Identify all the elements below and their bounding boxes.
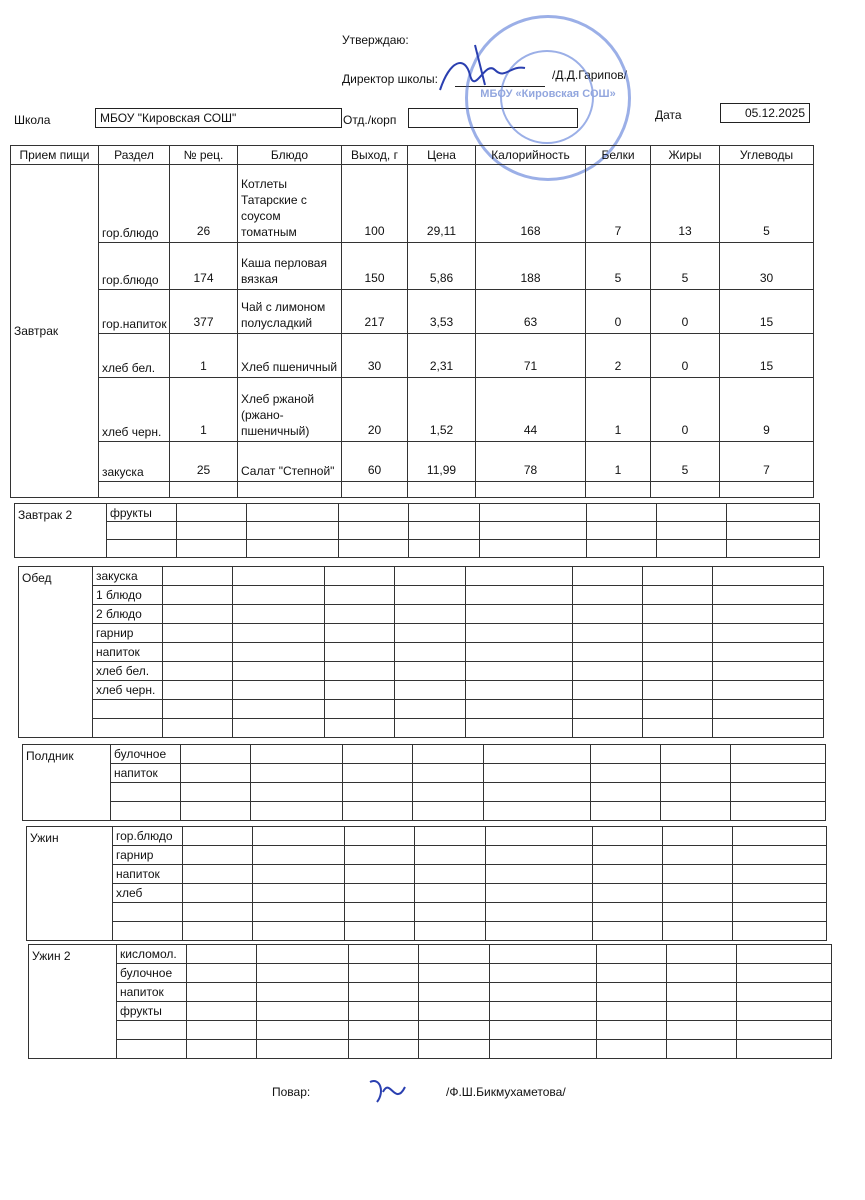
section-cell: 2 блюдо — [93, 605, 163, 624]
recipe-cell: 25 — [170, 442, 238, 482]
protein-cell: 0 — [586, 290, 651, 334]
price-cell: 2,31 — [408, 334, 476, 378]
fat-cell: 0 — [651, 334, 720, 378]
section-cell: гор.блюдо — [99, 165, 170, 243]
yield-cell: 150 — [342, 243, 408, 290]
table-row — [11, 243, 814, 290]
col-yield: Выход, г — [342, 146, 408, 165]
section-cell: 1 блюдо — [93, 586, 163, 605]
section-cell: гор.блюдо — [99, 243, 170, 290]
protein-cell: 2 — [586, 334, 651, 378]
protein-cell: 5 — [586, 243, 651, 290]
stamp-text: МБОУ «Кировская СОШ» — [480, 88, 616, 100]
cook-signature — [365, 1072, 415, 1112]
col-dish: Блюдо — [238, 146, 342, 165]
section-cell: хлеб черн. — [99, 378, 170, 442]
section-cell: булочное — [117, 964, 187, 983]
carbs-cell: 15 — [720, 334, 814, 378]
fat-cell: 0 — [651, 290, 720, 334]
cook-name: /Ф.Ш.Бикмухаметова/ — [446, 1085, 566, 1099]
table-row — [11, 165, 814, 243]
dish-cell: Котлеты Татарские с соусом томатным — [238, 165, 342, 243]
section-cell: хлеб — [113, 884, 183, 903]
kcal-cell: 71 — [476, 334, 586, 378]
recipe-cell: 26 — [170, 165, 238, 243]
director-name: /Д.Д.Гарипов/ — [552, 68, 628, 82]
fat-cell: 0 — [651, 378, 720, 442]
date-field: 05.12.2025 — [720, 103, 810, 123]
col-meal: Прием пищи — [11, 146, 99, 165]
price-cell: 1,52 — [408, 378, 476, 442]
yield-cell: 60 — [342, 442, 408, 482]
dinner2-table — [28, 944, 832, 1059]
school-label: Школа — [14, 113, 51, 127]
table-row — [11, 442, 814, 482]
kcal-cell: 44 — [476, 378, 586, 442]
meal-dinner: Ужин — [27, 827, 113, 941]
recipe-cell: 1 — [170, 334, 238, 378]
protein-cell: 1 — [586, 442, 651, 482]
meal-lunch: Обед — [19, 567, 93, 738]
section-cell: напиток — [113, 865, 183, 884]
cook-label: Повар: — [272, 1085, 311, 1099]
col-price: Цена — [408, 146, 476, 165]
col-section: Раздел — [99, 146, 170, 165]
section-cell: фрукты — [107, 504, 177, 522]
section-cell: фрукты — [117, 1002, 187, 1021]
school-field: МБОУ "Кировская СОШ" — [95, 108, 342, 128]
table-header-row — [11, 146, 814, 165]
table-row — [11, 378, 814, 442]
snack-table — [22, 744, 826, 821]
price-cell: 11,99 — [408, 442, 476, 482]
date-label: Дата — [655, 108, 682, 122]
kcal-cell: 78 — [476, 442, 586, 482]
dish-cell: Салат "Степной" — [238, 442, 342, 482]
breakfast2-table — [14, 503, 820, 558]
section-cell: напиток — [117, 983, 187, 1002]
protein-cell: 7 — [586, 165, 651, 243]
price-cell: 29,11 — [408, 165, 476, 243]
section-cell: гор.блюдо — [113, 827, 183, 846]
table-row — [11, 290, 814, 334]
section-cell: хлеб бел. — [99, 334, 170, 378]
carbs-cell: 9 — [720, 378, 814, 442]
meal-dinner2: Ужин 2 — [29, 945, 117, 1059]
recipe-cell: 377 — [170, 290, 238, 334]
dish-cell: Каша перловая вязкая — [238, 243, 342, 290]
meal-snack: Полдник — [23, 745, 111, 821]
section-cell: хлеб черн. — [93, 681, 163, 700]
dish-cell: Хлеб ржаной (ржано-пшеничный) — [238, 378, 342, 442]
approve-label: Утверждаю: — [342, 33, 409, 47]
lunch-table — [18, 566, 824, 738]
col-kcal: Калорийность — [476, 146, 586, 165]
director-label: Директор школы: — [342, 72, 438, 86]
recipe-cell: 1 — [170, 378, 238, 442]
col-fat: Жиры — [651, 146, 720, 165]
col-recipe: № рец. — [170, 146, 238, 165]
carbs-cell: 30 — [720, 243, 814, 290]
col-protein: Белки — [586, 146, 651, 165]
yield-cell: 30 — [342, 334, 408, 378]
section-cell: гор.напиток — [99, 290, 170, 334]
fat-cell: 5 — [651, 442, 720, 482]
section-cell: закуска — [93, 567, 163, 586]
dish-cell: Чай с лимоном полусладкий — [238, 290, 342, 334]
fat-cell: 13 — [651, 165, 720, 243]
section-cell: булочное — [111, 745, 181, 764]
section-cell: напиток — [111, 764, 181, 783]
table-row — [11, 334, 814, 378]
section-cell: закуска — [99, 442, 170, 482]
kcal-cell: 188 — [476, 243, 586, 290]
director-signature — [430, 40, 540, 100]
yield-cell: 100 — [342, 165, 408, 243]
meal-breakfast2: Завтрак 2 — [15, 504, 107, 558]
section-cell: кисломол. — [117, 945, 187, 964]
breakfast-table — [10, 145, 814, 498]
table-row — [11, 482, 814, 498]
price-cell: 3,53 — [408, 290, 476, 334]
section-cell: хлеб бел. — [93, 662, 163, 681]
recipe-cell: 174 — [170, 243, 238, 290]
fat-cell: 5 — [651, 243, 720, 290]
carbs-cell: 7 — [720, 442, 814, 482]
protein-cell: 1 — [586, 378, 651, 442]
section-cell: напиток — [93, 643, 163, 662]
price-cell: 5,86 — [408, 243, 476, 290]
kcal-cell: 63 — [476, 290, 586, 334]
dept-label: Отд./корп — [343, 113, 397, 127]
carbs-cell: 5 — [720, 165, 814, 243]
meal-breakfast: Завтрак — [11, 165, 99, 498]
section-cell: гарнир — [113, 846, 183, 865]
dish-cell: Хлеб пшеничный — [238, 334, 342, 378]
yield-cell: 217 — [342, 290, 408, 334]
dinner-table — [26, 826, 827, 941]
col-carbs: Углеводы — [720, 146, 814, 165]
yield-cell: 20 — [342, 378, 408, 442]
kcal-cell: 168 — [476, 165, 586, 243]
carbs-cell: 15 — [720, 290, 814, 334]
section-cell: гарнир — [93, 624, 163, 643]
